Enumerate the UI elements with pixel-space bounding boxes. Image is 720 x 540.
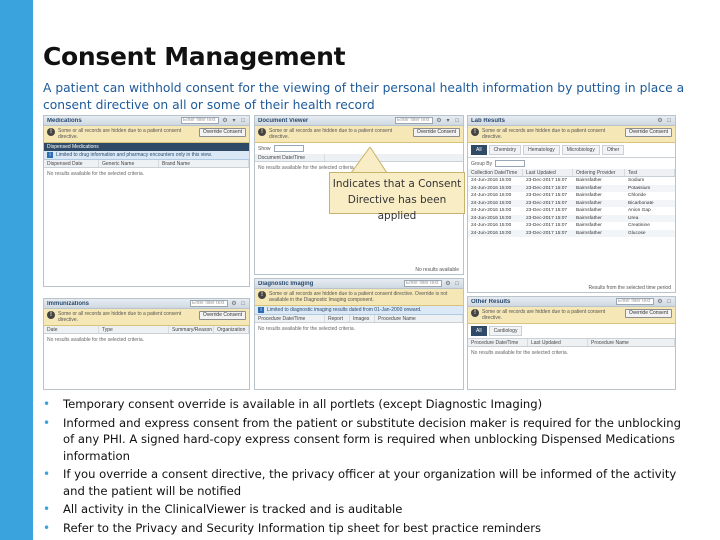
tab-microbiology[interactable]: Microbiology: [562, 145, 600, 155]
column-header[interactable]: Brand Name: [159, 160, 249, 167]
other-results-portlet: [467, 296, 676, 390]
medications-portlet: [43, 115, 250, 287]
table-cell: 23-Dec-2017 15:07: [526, 193, 568, 198]
table-cell: Bairnsfather: [576, 200, 602, 206]
portlet-title: Immunizations: [47, 300, 90, 307]
bullet-dot-icon: •: [43, 415, 51, 430]
consent-banner: [255, 289, 463, 306]
search-input[interactable]: Enter filter text: [404, 280, 442, 287]
gear-icon[interactable]: ⚙: [222, 117, 228, 124]
maximize-icon[interactable]: □: [455, 117, 459, 124]
bullet-text: If you override a consent directive, the privacy officer at your organization will be informed of the activity and the patient will be notified: [63, 467, 677, 498]
override-consent-button[interactable]: Override Consent: [625, 309, 672, 318]
consent-banner-text: Some or all records are hidden due to a patient consent directive.: [482, 128, 606, 140]
table-cell: 24-Jun-2016 15:00: [471, 200, 512, 206]
portlet-title: Medications: [47, 117, 82, 124]
consent-banner: [468, 126, 675, 143]
column-header[interactable]: Procedure Name: [588, 339, 675, 346]
table-row[interactable]: [468, 215, 675, 223]
tab-other[interactable]: Other: [602, 145, 625, 155]
table-cell: Bairnsfather: [576, 230, 602, 236]
table-row[interactable]: [468, 200, 675, 208]
table-cell: Urea: [628, 215, 639, 221]
column-header[interactable]: Generic Name: [99, 160, 159, 167]
table-row[interactable]: [468, 222, 675, 230]
bullet-item: [43, 396, 693, 413]
gear-icon[interactable]: ⚙: [657, 298, 663, 305]
info-message: [44, 151, 249, 160]
table-cell: Bairnsfather: [576, 208, 602, 213]
group-by-select[interactable]: [495, 160, 525, 167]
portlet-header: [468, 116, 675, 126]
gear-icon[interactable]: ⚙: [231, 300, 237, 307]
maximize-icon[interactable]: □: [455, 280, 459, 287]
portlet-title: Other Results: [471, 298, 511, 305]
consent-callout: Indicates that a Consent Directive has been applied: [329, 172, 465, 214]
table-header: [468, 339, 675, 347]
override-consent-button[interactable]: Override Consent: [199, 311, 246, 320]
consent-warning-icon: !: [47, 128, 55, 136]
gear-icon[interactable]: ⚙: [657, 117, 663, 124]
search-input[interactable]: Enter filter text: [395, 117, 433, 124]
consent-warning-icon: !: [258, 128, 266, 136]
gear-icon[interactable]: ⚙: [445, 280, 451, 287]
consent-banner-text: Some or all records are hidden due to a patient consent directive.: [58, 311, 182, 323]
table-cell: Potassium: [628, 185, 651, 191]
override-consent-button[interactable]: Override Consent: [199, 128, 246, 137]
column-header[interactable]: Report: [325, 315, 350, 322]
table-cell: 24-Jun-2016 15:00: [471, 185, 512, 191]
tab-all[interactable]: All: [471, 145, 487, 155]
empty-message: No results available for the selected criteria.: [47, 337, 144, 343]
tab-hematology[interactable]: Hematology: [523, 145, 560, 155]
diagnostic-imaging-portlet: [254, 278, 464, 390]
info-icon: i: [258, 307, 264, 313]
table-cell: 24-Jun-2016 15:00: [471, 178, 512, 183]
column-header[interactable]: Dispensed Date: [44, 160, 99, 167]
table-cell: Bairnsfather: [576, 223, 602, 228]
column-header[interactable]: Procedure Name: [375, 315, 463, 322]
maximize-icon[interactable]: □: [241, 117, 245, 124]
empty-message: No results available for the selected criteria.: [258, 165, 355, 171]
portlet-header: [44, 116, 249, 126]
table-cell: 23-Dec-2017 15:07: [526, 223, 568, 228]
column-header[interactable]: Document Date/Time: [255, 154, 325, 161]
lab-results-table: [468, 177, 675, 237]
empty-message: No results available for the selected criteria.: [47, 171, 144, 177]
filter-label: Show: [258, 145, 271, 152]
other-results-tabs: [468, 324, 675, 339]
bullet-dot-icon: •: [43, 502, 51, 516]
slide-title: Consent Management: [43, 42, 346, 71]
info-icon: i: [47, 152, 53, 158]
portlet-footer: Results from the selected time period: [588, 285, 671, 291]
table-header: [255, 315, 463, 323]
maximize-icon[interactable]: □: [241, 300, 245, 307]
chevron-down-icon[interactable]: ▾: [446, 117, 450, 124]
table-row[interactable]: [468, 207, 675, 215]
bullet-text: All activity in the ClinicalViewer is tracked and is auditable: [63, 502, 403, 516]
portlet-header: [468, 297, 675, 307]
tab-chemistry[interactable]: Chemistry: [489, 145, 522, 155]
bullet-item: [43, 520, 693, 537]
table-cell: 24-Jun-2016 15:00: [471, 215, 512, 221]
portlet-header: [255, 279, 463, 289]
column-header[interactable]: Test: [625, 169, 675, 176]
filter-select[interactable]: [274, 145, 304, 152]
filter-row: [468, 158, 675, 169]
consent-banner-text: Some or all records are hidden due to a patient consent directive.: [269, 128, 393, 140]
table-cell: 23-Dec-2017 15:07: [526, 185, 568, 191]
column-header[interactable]: Last Updated: [528, 339, 588, 346]
consent-warning-icon: !: [471, 128, 479, 136]
portlet-footer: No results available: [415, 267, 459, 273]
table-row[interactable]: [468, 192, 675, 200]
consent-warning-icon: !: [471, 309, 479, 317]
table-cell: Bairnsfather: [576, 193, 602, 198]
bullet-text: Refer to the Privacy and Security Information tip sheet for best practice reminders: [63, 520, 542, 535]
consent-warning-icon: !: [47, 311, 55, 319]
gear-icon[interactable]: ⚙: [436, 117, 442, 124]
section-subheader: Dispensed Medications: [44, 143, 249, 151]
consent-banner: [44, 126, 249, 143]
table-cell: 24-Jun-2016 15:00: [471, 193, 512, 198]
portlet-title: Diagnostic Imaging: [258, 280, 314, 287]
column-header[interactable]: Last Updated: [523, 169, 573, 176]
table-cell: 24-Jun-2016 15:00: [471, 208, 512, 213]
table-cell: 23-Dec-2017 15:07: [526, 178, 568, 183]
portlet-header: [44, 299, 249, 309]
table-header: [44, 326, 249, 334]
accent-sidebar-bar: [0, 0, 33, 540]
bullet-dot-icon: •: [43, 467, 51, 481]
table-cell: 23-Dec-2017 15:07: [526, 200, 568, 206]
table-row[interactable]: [468, 230, 675, 238]
table-row[interactable]: [468, 185, 675, 193]
table-header: [44, 160, 249, 168]
consent-banner-text: Some or all records are hidden due to a patient consent directive.: [482, 309, 606, 321]
column-header[interactable]: Organization: [214, 326, 249, 333]
consent-banner-text: Some or all records are hidden due to a patient consent directive. Override is not available in the Diagnostic Imaging component.: [269, 291, 448, 303]
table-cell: Bairnsfather: [576, 178, 602, 183]
filter-label: Group By: [471, 160, 493, 167]
bullet-text: Informed and express consent from the patient or substitute decision maker is required for the unblocking of any PHI. A signed hard-copy express consent form is required when unblocking Dispensed Medications information: [63, 415, 681, 463]
table-cell: Chloride: [628, 193, 646, 198]
consent-banner-text: Some or all records are hidden due to a patient consent directive.: [58, 128, 182, 140]
override-consent-button[interactable]: Override Consent: [625, 128, 672, 137]
info-message: [255, 306, 463, 315]
table-cell: Sodium: [628, 178, 645, 183]
bullet-item: [43, 466, 693, 499]
table-cell: 23-Dec-2017 15:07: [526, 230, 568, 236]
lab-tabs: [468, 143, 675, 158]
tab-cardiology[interactable]: Cardiology: [489, 326, 523, 336]
table-cell: Glucose: [628, 230, 646, 236]
info-text: Limited to diagnostic imaging results dated from 01-Jan-2000 onward.: [267, 307, 422, 313]
table-cell: 24-Jun-2016 15:00: [471, 230, 512, 236]
consent-warning-icon: !: [258, 291, 266, 299]
bullet-text: Temporary consent override is available in all portlets (except Diagnostic Imaging): [63, 397, 543, 411]
bullet-item: [43, 415, 693, 465]
column-header[interactable]: Procedure Date/Time: [468, 339, 528, 346]
lab-results-portlet: [467, 115, 676, 293]
column-header[interactable]: Type: [99, 326, 169, 333]
bullet-dot-icon: •: [43, 520, 51, 535]
empty-message: No results available for the selected criteria.: [471, 350, 568, 356]
column-header[interactable]: Ordering Provider: [573, 169, 625, 176]
table-header: [468, 169, 675, 177]
table-cell: Bairnsfather: [576, 215, 602, 221]
portlet-header: [255, 116, 463, 126]
table-cell: Bairnsfather: [576, 185, 602, 191]
table-cell: Bicarbonate: [628, 200, 654, 206]
column-header[interactable]: Collection Date/Time: [468, 169, 523, 176]
portlet-title: Document Viewer: [258, 117, 309, 124]
column-header[interactable]: Procedure Date/Time: [255, 315, 325, 322]
callout-pointer: [351, 147, 391, 173]
consent-banner: [44, 309, 249, 326]
override-consent-button[interactable]: Override Consent: [413, 128, 460, 137]
maximize-icon[interactable]: □: [667, 117, 671, 124]
info-text: Limited to drug information and pharmacy encounters only in this view.: [56, 152, 212, 158]
slide-subtitle: A patient can withhold consent for the viewing of their personal health information by putting in place a consent directive on all or some of their health record: [43, 81, 685, 112]
table-cell: 23-Dec-2017 15:07: [526, 215, 568, 221]
table-cell: 23-Dec-2017 15:07: [526, 208, 568, 213]
table-cell: Anion Gap: [628, 208, 651, 213]
table-cell: 24-Jun-2016 15:00: [471, 223, 512, 228]
empty-message: No results available for the selected criteria.: [258, 326, 355, 332]
consent-banner: [255, 126, 463, 143]
table-cell: Creatinine: [628, 223, 650, 228]
bullet-list: [43, 396, 693, 538]
column-header[interactable]: Images: [350, 315, 375, 322]
immunizations-portlet: [43, 298, 250, 390]
chevron-down-icon[interactable]: ▾: [232, 117, 236, 124]
search-input[interactable]: Enter filter text: [190, 300, 228, 307]
column-header[interactable]: Summary/Reason: [169, 326, 214, 333]
table-row[interactable]: [468, 177, 675, 185]
maximize-icon[interactable]: □: [667, 298, 671, 305]
bullet-item: [43, 501, 693, 518]
consent-banner: [468, 307, 675, 324]
portlet-title: Lab Results: [471, 117, 506, 124]
bullet-dot-icon: •: [43, 397, 51, 411]
tab-all[interactable]: All: [471, 326, 487, 336]
column-header[interactable]: Date: [44, 326, 99, 333]
search-input[interactable]: Enter filter text: [616, 298, 654, 305]
search-input[interactable]: Enter filter text: [181, 117, 219, 124]
